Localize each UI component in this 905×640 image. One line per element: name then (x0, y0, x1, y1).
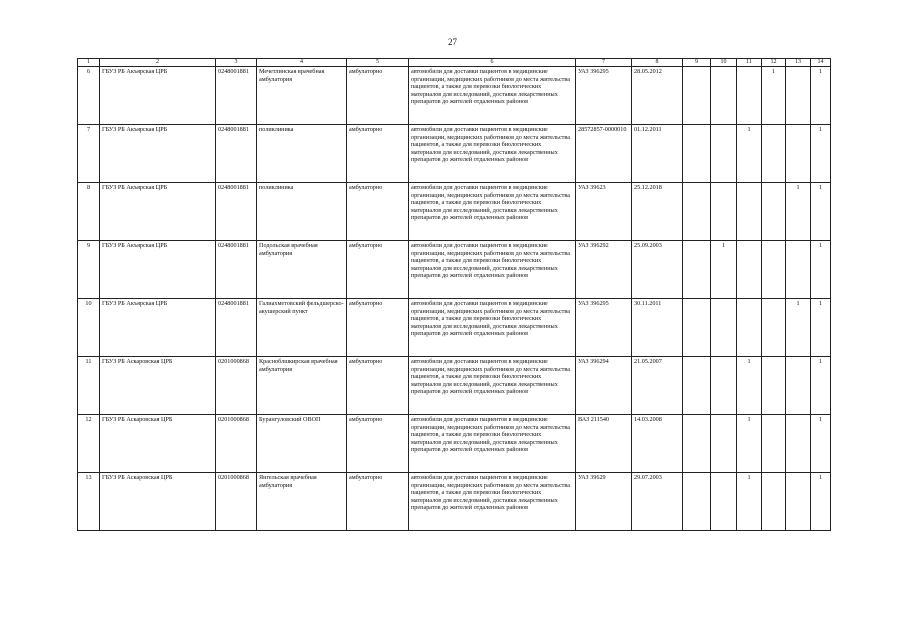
mark-col-12 (762, 357, 786, 415)
vehicle-purpose: автомобили для доставки пациентов в медицинские организации, медицинских работников до места жительства пациентов, а также для перевозки биологических материалов для исследований, доставки лекарственных препаратов до жителей отдаленных районов (409, 357, 576, 415)
mark-col-13 (786, 415, 811, 473)
table-row (78, 67, 831, 125)
vehicle-purpose: автомобили для доставки пациентов в медицинские организации, медицинских работников до места жительства пациентов, а также для перевозки биологических материалов для исследований, доставки лекарственных препаратов до жителей отдаленных районов (409, 125, 576, 183)
registration-date: 01.12.2011 (632, 125, 683, 183)
mark-col-11 (737, 299, 762, 357)
vehicle-purpose: автомобили для доставки пациентов в медицинские организации, медицинских работников до места жительства пациентов, а также для перевозки биологических материалов для исследований, доставки лекарственных препаратов до жителей отдаленных районов (409, 183, 576, 241)
header-cell: 13 (786, 59, 811, 67)
mark-col-12 (762, 125, 786, 183)
care-type: амбулаторно (347, 241, 409, 299)
registration-date: 25.12.2018 (632, 183, 683, 241)
organization-code: 0248001881 (216, 125, 257, 183)
header-cell: 9 (683, 59, 711, 67)
row-number: 10 (78, 299, 100, 357)
table-row (78, 183, 831, 241)
header-cell: 5 (347, 59, 409, 67)
care-type: амбулаторно (347, 183, 409, 241)
mark-col-11: 1 (737, 125, 762, 183)
table-row (78, 125, 831, 183)
mark-col-11 (737, 241, 762, 299)
mark-col-14: 1 (811, 125, 831, 183)
mark-col-10: 1 (711, 241, 737, 299)
vehicle-model: УАЗ 39629 (576, 473, 632, 531)
organization-code: 0201000868 (216, 357, 257, 415)
vehicle-purpose: автомобили для доставки пациентов в медицинские организации, медицинских работников до места жительства пациентов, а также для перевозки биологических материалов для исследований, доставки лекарственных препаратов до жителей отдаленных районов (409, 299, 576, 357)
registration-date: 25.09.2003 (632, 241, 683, 299)
header-cell: 3 (216, 59, 257, 67)
row-number: 13 (78, 473, 100, 531)
mark-col-11: 1 (737, 415, 762, 473)
mark-col-9 (683, 415, 711, 473)
organization-name: ГБУЗ РБ Акъярская ЦРБ (100, 67, 216, 125)
mark-col-10 (711, 67, 737, 125)
row-number: 8 (78, 183, 100, 241)
mark-col-14: 1 (811, 241, 831, 299)
header-cell: 12 (762, 59, 786, 67)
header-cell: 6 (409, 59, 576, 67)
organization-name: ГБУЗ РБ Аскаровская ЦРБ (100, 357, 216, 415)
registration-date: 30.11.2011 (632, 299, 683, 357)
organization-code: 0201000868 (216, 473, 257, 531)
mark-col-13 (786, 357, 811, 415)
mark-col-13 (786, 67, 811, 125)
organization-name: ГБУЗ РБ Аскаровская ЦРБ (100, 473, 216, 531)
mark-col-9 (683, 357, 711, 415)
organization-code: 0248001881 (216, 67, 257, 125)
mark-col-12 (762, 241, 786, 299)
registration-date: 29.07.2003 (632, 473, 683, 531)
care-type: амбулаторно (347, 473, 409, 531)
organization-name: ГБУЗ РБ Акъярская ЦРБ (100, 183, 216, 241)
mark-col-9 (683, 183, 711, 241)
row-number: 12 (78, 415, 100, 473)
mark-col-10 (711, 183, 737, 241)
mark-col-14: 1 (811, 299, 831, 357)
header-cell: 14 (811, 59, 831, 67)
header-cell: 8 (632, 59, 683, 67)
mark-col-14: 1 (811, 473, 831, 531)
mark-col-14: 1 (811, 67, 831, 125)
table-row (78, 473, 831, 531)
vehicle-purpose: автомобили для доставки пациентов в медицинские организации, медицинских работников до места жительства пациентов, а также для перевозки биологических материалов для исследований, доставки лекарственных препаратов до жителей отдаленных районов (409, 415, 576, 473)
mark-col-9 (683, 125, 711, 183)
mark-col-10 (711, 357, 737, 415)
mark-col-13 (786, 241, 811, 299)
mark-col-10 (711, 299, 737, 357)
header-row (78, 59, 831, 67)
division-name: Подольская врачебная амбулатория (257, 241, 347, 299)
care-type: амбулаторно (347, 357, 409, 415)
registration-date: 14.03.2008 (632, 415, 683, 473)
vehicle-model: УАЗ 39623 (576, 183, 632, 241)
mark-col-9 (683, 241, 711, 299)
page-number: 27 (448, 37, 457, 47)
row-number: 6 (78, 67, 100, 125)
care-type: амбулаторно (347, 299, 409, 357)
organization-name: ГБУЗ РБ Акъярская ЦРБ (100, 299, 216, 357)
vehicle-model: УАЗ 396294 (576, 357, 632, 415)
division-name: Галиахметовский фельдшерско-акушерский пункт (257, 299, 347, 357)
table-row (78, 299, 831, 357)
organization-name: ГБУЗ РБ Акъярская ЦРБ (100, 125, 216, 183)
mark-col-14: 1 (811, 415, 831, 473)
mark-col-12 (762, 473, 786, 531)
division-name: Красноблшкирская врачебная амбулатория (257, 357, 347, 415)
care-type: амбулаторно (347, 125, 409, 183)
vehicle-model: УАЗ 396292 (576, 241, 632, 299)
table-row (78, 241, 831, 299)
division-name: поликлиника (257, 125, 347, 183)
mark-col-10 (711, 415, 737, 473)
row-number: 11 (78, 357, 100, 415)
header-cell: 11 (737, 59, 762, 67)
mark-col-14: 1 (811, 183, 831, 241)
vehicle-register-table (77, 58, 831, 531)
table-row (78, 415, 831, 473)
mark-col-13 (786, 125, 811, 183)
organization-code: 0248001881 (216, 241, 257, 299)
organization-name: ГБУЗ РБ Акъярская ЦРБ (100, 241, 216, 299)
mark-col-11: 1 (737, 473, 762, 531)
mark-col-12 (762, 183, 786, 241)
mark-col-10 (711, 473, 737, 531)
division-name: Мечетлинская врачебная амбулатория (257, 67, 347, 125)
vehicle-purpose: автомобили для доставки пациентов в медицинские организации, медицинских работников до места жительства пациентов, а также для перевозки биологических материалов для исследований, доставки лекарственных препаратов до жителей отдаленных районов (409, 473, 576, 531)
mark-col-13: 1 (786, 183, 811, 241)
row-number: 7 (78, 125, 100, 183)
mark-col-11: 1 (737, 357, 762, 415)
row-number: 9 (78, 241, 100, 299)
mark-col-14: 1 (811, 357, 831, 415)
vehicle-model: УАЗ 396295 (576, 299, 632, 357)
organization-code: 0248001881 (216, 299, 257, 357)
header-cell: 1 (78, 59, 100, 67)
vehicle-purpose: автомобили для доставки пациентов в медицинские организации, медицинских работников до места жительства пациентов, а также для перевозки биологических материалов для исследований, доставки лекарственных препаратов до жителей отдаленных районов (409, 67, 576, 125)
vehicle-model: ВАЗ 211540 (576, 415, 632, 473)
vehicle-purpose: автомобили для доставки пациентов в медицинские организации, медицинских работников до места жительства пациентов, а также для перевозки биологических материалов для исследований, доставки лекарственных препаратов до жителей отдаленных районов (409, 241, 576, 299)
table-row (78, 357, 831, 415)
registration-date: 21.05.2007 (632, 357, 683, 415)
header-cell: 4 (257, 59, 347, 67)
division-name: Бурангуловский ОВОП (257, 415, 347, 473)
header-cell: 2 (100, 59, 216, 67)
mark-col-12 (762, 299, 786, 357)
division-name: поликлиника (257, 183, 347, 241)
mark-col-13 (786, 473, 811, 531)
mark-col-13: 1 (786, 299, 811, 357)
vehicle-model: 28572857-0000010 (576, 125, 632, 183)
care-type: амбулаторно (347, 415, 409, 473)
care-type: амбулаторно (347, 67, 409, 125)
header-cell: 10 (711, 59, 737, 67)
mark-col-10 (711, 125, 737, 183)
header-cell: 7 (576, 59, 632, 67)
vehicle-model: УАЗ 396295 (576, 67, 632, 125)
organization-name: ГБУЗ РБ Аскаровская ЦРБ (100, 415, 216, 473)
mark-col-11 (737, 67, 762, 125)
mark-col-11 (737, 183, 762, 241)
division-name: Янгельская врачебная амбулатория (257, 473, 347, 531)
mark-col-9 (683, 299, 711, 357)
mark-col-9 (683, 67, 711, 125)
mark-col-12 (762, 415, 786, 473)
mark-col-12: 1 (762, 67, 786, 125)
organization-code: 0248001881 (216, 183, 257, 241)
mark-col-9 (683, 473, 711, 531)
organization-code: 0201000868 (216, 415, 257, 473)
registration-date: 28.05.2012 (632, 67, 683, 125)
